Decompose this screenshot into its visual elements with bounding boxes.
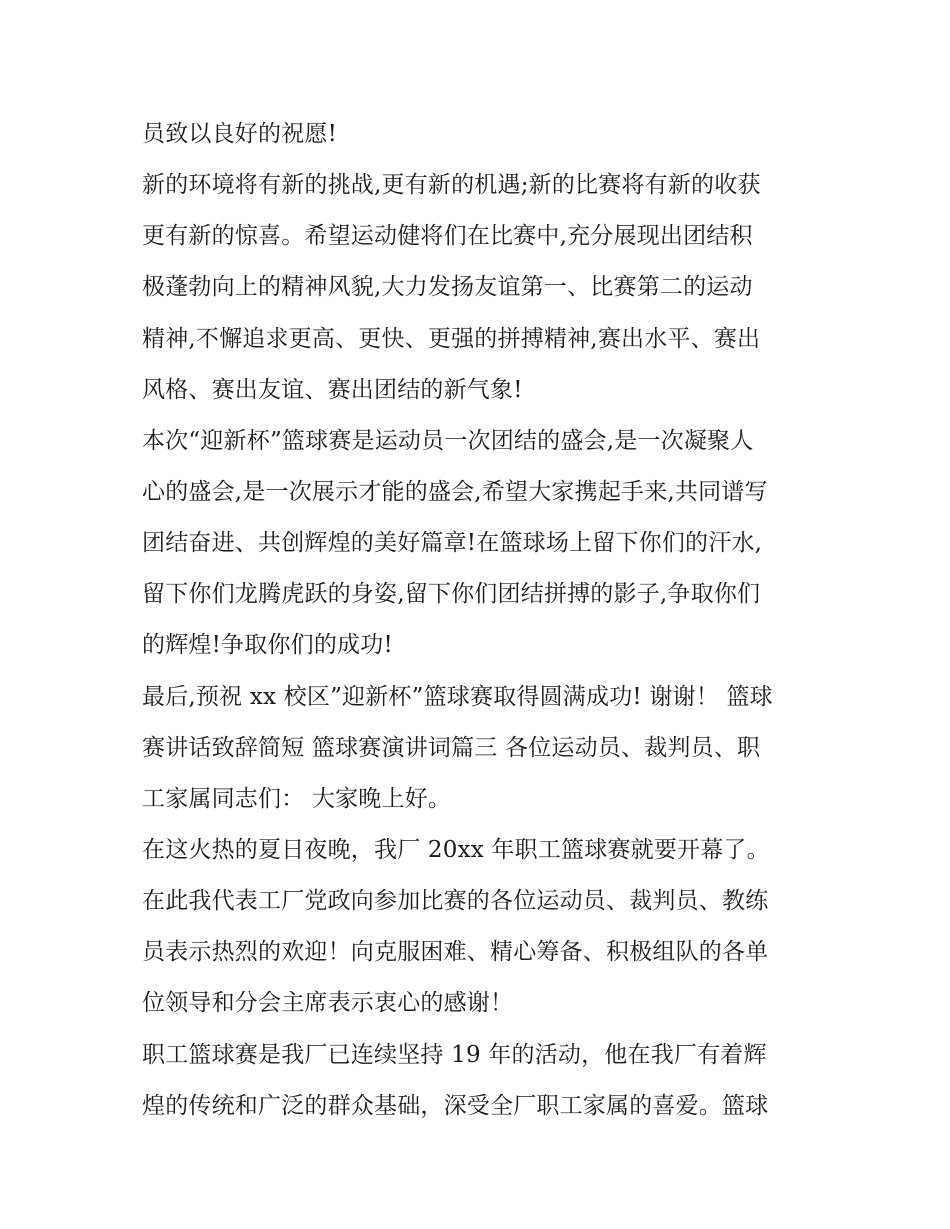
text-line-6: 风格、赛出友谊、赛出团结的新气象! bbox=[142, 376, 523, 403]
text-line-3: 更有新的惊喜。希望运动健将们在比赛中,充分展现出团结积 bbox=[142, 223, 753, 250]
text-line-1: 员致以良好的祝愿! bbox=[142, 121, 338, 147]
text-line-16: 在此我代表工厂党政向参加比赛的各位运动员、裁判员、教练 bbox=[142, 888, 769, 915]
text-line-5: 精神,不懈追求更高、更快、更强的拼搏精神,赛出水平、赛出 bbox=[142, 325, 761, 352]
text-line-15: 在这火热的夏日夜晚，我厂 20xx 年职工篮球赛就要开幕了。 bbox=[142, 836, 770, 863]
text-line-20: 煌的传统和广泛的群众基础，深受全厂职工家属的喜爱。篮球 bbox=[142, 1092, 769, 1119]
text-line-11: 的辉煌!争取你们的成功! bbox=[142, 632, 393, 659]
text-line-10: 留下你们龙腾虎跃的身姿,留下你们团结拼搏的影子,争取你们 bbox=[142, 581, 761, 608]
text-line-19: 职工篮球赛是我厂已连续坚持 19 年的活动，他在我厂有着辉 bbox=[142, 1041, 767, 1068]
document-body bbox=[142, 109, 822, 1132]
text-line-9: 团结奋进、共创辉煌的美好篇章!在篮球场上留下你们的汗水, bbox=[142, 530, 763, 557]
text-line-8: 心的盛会,是一次展示才能的盛会,希望大家携起手来,共同谱写 bbox=[142, 478, 768, 505]
text-line-13: 赛讲话致辞简短 篮球赛演讲词篇三 各位运动员、裁判员、职 bbox=[142, 734, 761, 761]
text-line-7: 本次“迎新杯”篮球赛是运动员一次团结的盛会,是一次凝聚人 bbox=[142, 427, 754, 454]
text-line-2: 新的环境将有新的挑战,更有新的机遇;新的比赛将有新的收获 bbox=[142, 172, 761, 199]
text-line-17: 员表示热烈的欢迎！向克服困难、精心筹备、积极组队的各单 bbox=[142, 939, 769, 966]
text-line-4: 极蓬勃向上的精神风貌,大力发扬友谊第一、比赛第二的运动 bbox=[142, 274, 753, 301]
text-line-12: 最后,预祝 xx 校区”迎新杯”篮球赛取得圆满成功! 谢谢！ 篮球 bbox=[142, 683, 773, 710]
text-line-18: 位领导和分会主席表示衷心的感谢！ bbox=[142, 990, 514, 1017]
text-line-14: 工家属同志们： 大家晚上好。 bbox=[142, 785, 452, 812]
